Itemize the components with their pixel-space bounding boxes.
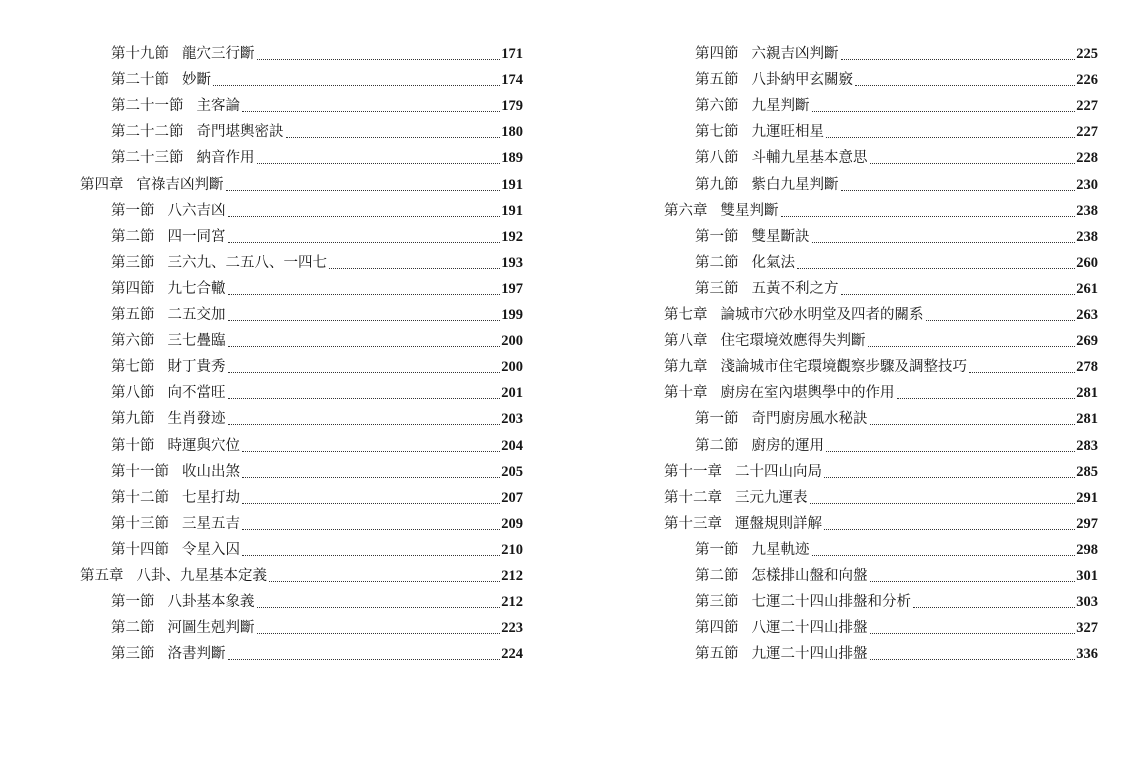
dot-leader	[926, 320, 1076, 321]
toc-section-entry	[80, 299, 523, 325]
toc-section-entry	[80, 612, 523, 638]
toc-section-entry	[664, 638, 1098, 664]
dot-leader	[242, 503, 500, 504]
toc-entry-page-number: 212	[501, 594, 523, 611]
toc-entry-page-number: 269	[1076, 333, 1098, 350]
toc-entry-page-number: 203	[501, 411, 523, 428]
dot-leader	[329, 268, 500, 269]
toc-entry-title: 淺論城市住宅環境觀察步驟及調整技巧	[720, 359, 967, 376]
toc-section-entry	[80, 482, 523, 508]
toc-entry-title: 二十四山向局	[735, 463, 822, 480]
toc-entry-label: 第二十節	[111, 72, 169, 89]
toc-entry-page-number: 179	[501, 98, 523, 115]
toc-entry-title: 主客論	[196, 98, 240, 115]
toc-entry-label: 第二十三節	[111, 150, 184, 167]
toc-entry-page-number: 224	[501, 646, 523, 663]
dot-leader	[228, 242, 501, 243]
toc-entry-page-number: 327	[1076, 620, 1098, 637]
toc-chapter-entry	[664, 299, 1098, 325]
toc-section-entry	[80, 508, 523, 534]
dot-leader	[213, 85, 500, 86]
toc-entry-label: 第六節	[695, 98, 739, 115]
toc-entry-title: 龍穴三行斷	[182, 46, 255, 63]
toc-entry-title: 四一同宮	[167, 228, 226, 245]
toc-entry-page-number: 191	[501, 202, 523, 219]
toc-entry-title: 廚房在室內堪輿學中的作用	[720, 385, 895, 402]
toc-entry-page-number: 278	[1076, 359, 1098, 376]
dot-leader	[226, 190, 501, 191]
toc-entry-label: 第十二節	[111, 489, 169, 506]
toc-entry-label: 第六章	[664, 202, 708, 219]
toc-entry-page-number: 210	[501, 541, 523, 558]
toc-entry-label: 第三節	[695, 594, 739, 611]
toc-entry-page-number: 199	[501, 307, 523, 324]
toc-entry-title: 奇門堪輿密訣	[196, 124, 284, 141]
toc-section-entry	[80, 273, 523, 299]
toc-left-column	[80, 38, 523, 664]
toc-entry-title: 妙斷	[182, 72, 211, 89]
dot-leader	[841, 294, 1076, 295]
toc-entry-title: 令星入囚	[182, 541, 240, 558]
toc-entry-page-number: 227	[1076, 124, 1098, 141]
toc-entry-title: 納音作用	[196, 150, 255, 167]
toc-section-entry	[80, 534, 523, 560]
toc-chapter-entry	[664, 325, 1098, 351]
toc-entry-page-number: 281	[1076, 411, 1098, 428]
toc-entry-title: 廚房的運用	[751, 437, 824, 454]
toc-section-entry	[80, 638, 523, 664]
toc-entry-title: 論城市穴砂水明堂及四者的關系	[720, 307, 924, 324]
toc-chapter-entry	[664, 377, 1098, 403]
dot-leader	[969, 372, 1075, 373]
toc-entry-label: 第五節	[695, 72, 739, 89]
toc-section-entry	[664, 90, 1098, 116]
toc-entry-page-number: 303	[1076, 594, 1098, 611]
toc-section-entry	[664, 429, 1098, 455]
toc-entry-title: 怎樣排山盤和向盤	[751, 567, 868, 584]
dot-leader	[810, 503, 1076, 504]
dot-leader	[826, 451, 1075, 452]
dot-leader	[868, 346, 1076, 347]
toc-entry-page-number: 285	[1076, 463, 1098, 480]
toc-section-entry	[80, 429, 523, 455]
toc-entry-page-number: 238	[1076, 202, 1098, 219]
dot-leader	[228, 398, 501, 399]
dot-leader	[870, 163, 1076, 164]
toc-entry-page-number: 336	[1076, 646, 1098, 663]
dot-leader	[228, 216, 501, 217]
toc-entry-page-number: 223	[501, 620, 523, 637]
toc-entry-page-number: 263	[1076, 307, 1098, 324]
toc-entry-page-number: 227	[1076, 98, 1098, 115]
toc-entry-title: 財丁貴秀	[167, 359, 226, 376]
toc-entry-title: 三星五吉	[182, 515, 240, 532]
dot-leader	[870, 633, 1076, 634]
dot-leader	[870, 581, 1076, 582]
toc-entry-title: 三元九運表	[735, 489, 808, 506]
toc-entry-label: 第五節	[111, 307, 155, 324]
toc-entry-title: 河圖生剋判斷	[167, 620, 255, 637]
dot-leader	[228, 320, 501, 321]
toc-entry-page-number: 230	[1076, 176, 1098, 193]
toc-entry-title: 收山出煞	[182, 463, 240, 480]
dot-leader	[269, 581, 500, 582]
toc-section-entry	[80, 142, 523, 168]
toc-chapter-entry	[664, 456, 1098, 482]
toc-entry-title: 二五交加	[167, 307, 226, 324]
dot-leader	[841, 190, 1076, 191]
dot-leader	[228, 659, 501, 660]
toc-entry-page-number: 201	[501, 385, 523, 402]
toc-section-entry	[80, 586, 523, 612]
dot-leader	[228, 346, 501, 347]
toc-entry-page-number: 197	[501, 280, 523, 297]
toc-entry-label: 第四節	[695, 46, 739, 63]
toc-entry-title: 洛書判斷	[167, 646, 226, 663]
toc-entry-label: 第一節	[695, 228, 739, 245]
toc-entry-label: 第二節	[695, 437, 739, 454]
toc-section-entry	[80, 221, 523, 247]
toc-entry-page-number: 238	[1076, 228, 1098, 245]
toc-entry-label: 第九節	[111, 411, 155, 428]
dot-leader	[228, 372, 501, 373]
toc-entry-title: 雙星斷訣	[751, 228, 810, 245]
toc-entry-title: 九運二十四山排盤	[751, 646, 868, 663]
toc-entry-page-number: 180	[501, 124, 523, 141]
toc-entry-title: 生肖發迹	[167, 411, 226, 428]
dot-leader	[242, 451, 500, 452]
toc-section-entry	[80, 351, 523, 377]
toc-entry-page-number: 171	[501, 46, 523, 63]
toc-entry-page-number: 260	[1076, 254, 1098, 271]
toc-entry-title: 雙星判斷	[720, 202, 779, 219]
toc-section-entry	[664, 247, 1098, 273]
toc-entry-page-number: 212	[501, 567, 523, 584]
toc-entry-page-number: 283	[1076, 437, 1098, 454]
toc-section-entry	[664, 221, 1098, 247]
toc-entry-title: 住宅環境效應得失判斷	[720, 333, 866, 350]
dot-leader	[841, 59, 1076, 60]
toc-entry-page-number: 261	[1076, 280, 1098, 297]
toc-section-entry	[80, 325, 523, 351]
toc-entry-page-number: 297	[1076, 515, 1098, 532]
dot-leader	[826, 137, 1075, 138]
dot-leader	[257, 59, 501, 60]
toc-entry-title: 八卦基本象義	[167, 594, 255, 611]
toc-section-entry	[664, 168, 1098, 194]
toc-entry-label: 第十一章	[664, 463, 722, 480]
dot-leader	[855, 85, 1075, 86]
dot-leader	[812, 555, 1076, 556]
toc-chapter-entry	[664, 351, 1098, 377]
toc-entry-page-number: 193	[501, 254, 523, 271]
toc-entry-title: 官祿吉凶判斷	[136, 176, 224, 193]
toc-entry-label: 第十三章	[664, 515, 722, 532]
toc-section-entry	[80, 456, 523, 482]
dot-leader	[228, 294, 501, 295]
toc-entry-page-number: 191	[501, 176, 523, 193]
toc-entry-label: 第七節	[111, 359, 155, 376]
toc-chapter-entry	[80, 560, 523, 586]
toc-entry-label: 第一節	[111, 202, 155, 219]
toc-section-entry	[80, 64, 523, 90]
toc-entry-label: 第七節	[695, 124, 739, 141]
toc-entry-label: 第六節	[111, 333, 155, 350]
toc-entry-page-number: 174	[501, 72, 523, 89]
toc-section-entry	[80, 247, 523, 273]
toc-chapter-entry	[664, 482, 1098, 508]
toc-chapter-entry	[80, 168, 523, 194]
toc-entry-label: 第五節	[695, 646, 739, 663]
dot-leader	[870, 424, 1076, 425]
toc-entry-title: 運盤規則詳解	[735, 515, 822, 532]
toc-entry-title: 化氣法	[751, 254, 795, 271]
toc-entry-title: 九運旺相星	[751, 124, 824, 141]
toc-entry-label: 第一節	[695, 411, 739, 428]
toc-entry-page-number: 200	[501, 359, 523, 376]
toc-section-entry	[664, 64, 1098, 90]
toc-entry-label: 第二節	[111, 620, 155, 637]
dot-leader	[257, 633, 501, 634]
dot-leader	[812, 242, 1076, 243]
toc-section-entry	[664, 403, 1098, 429]
toc-entry-title: 八卦、九星基本定義	[136, 567, 267, 584]
toc-chapter-entry	[664, 195, 1098, 221]
toc-entry-title: 奇門廚房風水秘訣	[751, 411, 868, 428]
dot-leader	[242, 529, 500, 530]
dot-leader	[897, 398, 1076, 399]
toc-entry-page-number: 281	[1076, 385, 1098, 402]
dot-leader	[257, 607, 501, 608]
dot-leader	[242, 555, 500, 556]
toc-entry-title: 三六九、二五八、一四七	[167, 254, 327, 271]
toc-section-entry	[664, 142, 1098, 168]
toc-entry-title: 五黃不利之方	[751, 280, 839, 297]
toc-entry-page-number: 207	[501, 489, 523, 506]
toc-chapter-entry	[664, 508, 1098, 534]
dot-leader	[781, 216, 1076, 217]
toc-section-entry	[664, 560, 1098, 586]
dot-leader	[242, 477, 500, 478]
toc-entry-label: 第二節	[111, 228, 155, 245]
toc-entry-label: 第四節	[695, 620, 739, 637]
toc-entry-label: 第二十二節	[111, 124, 184, 141]
toc-entry-label: 第二十一節	[111, 98, 184, 115]
dot-leader	[824, 529, 1075, 530]
toc-entry-page-number: 301	[1076, 567, 1098, 584]
toc-entry-page-number: 205	[501, 463, 523, 480]
toc-entry-title: 紫白九星判斷	[751, 176, 839, 193]
toc-entry-label: 第二節	[695, 567, 739, 584]
toc-section-entry	[80, 403, 523, 429]
toc-entry-label: 第九章	[664, 359, 708, 376]
toc-entry-page-number: 225	[1076, 46, 1098, 63]
toc-entry-label: 第十二章	[664, 489, 722, 506]
toc-section-entry	[664, 116, 1098, 142]
toc-entry-title: 六親吉凶判斷	[751, 46, 839, 63]
toc-entry-title: 斗輔九星基本意思	[751, 150, 868, 167]
toc-entry-page-number: 204	[501, 437, 523, 454]
toc-section-entry	[80, 38, 523, 64]
toc-section-entry	[80, 195, 523, 221]
toc-entry-label: 第十章	[664, 385, 708, 402]
toc-entry-title: 時運與穴位	[167, 437, 240, 454]
toc-section-entry	[80, 377, 523, 403]
toc-entry-title: 七運二十四山排盤和分析	[751, 594, 911, 611]
toc-entry-title: 九星判斷	[751, 98, 810, 115]
toc-entry-page-number: 192	[501, 228, 523, 245]
toc-section-entry	[664, 534, 1098, 560]
toc-entry-label: 第一節	[111, 594, 155, 611]
toc-entry-title: 九七合轍	[167, 280, 226, 297]
toc-entry-page-number: 298	[1076, 541, 1098, 558]
toc-entry-label: 第十三節	[111, 515, 169, 532]
toc-entry-title: 八運二十四山排盤	[751, 620, 868, 637]
toc-section-entry	[80, 116, 523, 142]
dot-leader	[257, 163, 501, 164]
dot-leader	[242, 111, 500, 112]
toc-entry-label: 第九節	[695, 176, 739, 193]
toc-entry-label: 第五章	[80, 567, 124, 584]
toc-entry-label: 第七章	[664, 307, 708, 324]
toc-entry-page-number: 291	[1076, 489, 1098, 506]
toc-section-entry	[664, 38, 1098, 64]
toc-entry-page-number: 209	[501, 515, 523, 532]
toc-entry-label: 第一節	[695, 541, 739, 558]
toc-entry-title: 七星打劫	[182, 489, 240, 506]
toc-entry-page-number: 226	[1076, 72, 1098, 89]
dot-leader	[913, 607, 1075, 608]
dot-leader	[286, 137, 501, 138]
toc-entry-label: 第十一節	[111, 463, 169, 480]
toc-entry-label: 第三節	[111, 254, 155, 271]
toc-entry-page-number: 228	[1076, 150, 1098, 167]
toc-entry-page-number: 200	[501, 333, 523, 350]
toc-entry-title: 九星軌迹	[751, 541, 810, 558]
dot-leader	[797, 268, 1075, 269]
toc-right-column	[664, 38, 1098, 664]
toc-entry-label: 第四章	[80, 176, 124, 193]
toc-entry-label: 第八節	[695, 150, 739, 167]
toc-section-entry	[664, 612, 1098, 638]
toc-entry-label: 第十九節	[111, 46, 169, 63]
toc-section-entry	[664, 273, 1098, 299]
toc-entry-label: 第八節	[111, 385, 155, 402]
toc-entry-title: 三七疊臨	[167, 333, 226, 350]
toc-entry-label: 第十節	[111, 437, 155, 454]
toc-section-entry	[80, 90, 523, 116]
toc-entry-label: 第四節	[111, 280, 155, 297]
toc-entry-label: 第三節	[111, 646, 155, 663]
toc-entry-label: 第十四節	[111, 541, 169, 558]
dot-leader	[812, 111, 1076, 112]
dot-leader	[870, 659, 1076, 660]
toc-entry-title: 向不當旺	[167, 385, 226, 402]
dot-leader	[228, 424, 501, 425]
toc-entry-label: 第八章	[664, 333, 708, 350]
toc-entry-title: 八卦納甲玄關竅	[751, 72, 853, 89]
toc-section-entry	[664, 586, 1098, 612]
toc-entry-label: 第二節	[695, 254, 739, 271]
toc-entry-label: 第三節	[695, 280, 739, 297]
dot-leader	[824, 477, 1075, 478]
toc-entry-title: 八六吉凶	[167, 202, 226, 219]
toc-entry-page-number: 189	[501, 150, 523, 167]
